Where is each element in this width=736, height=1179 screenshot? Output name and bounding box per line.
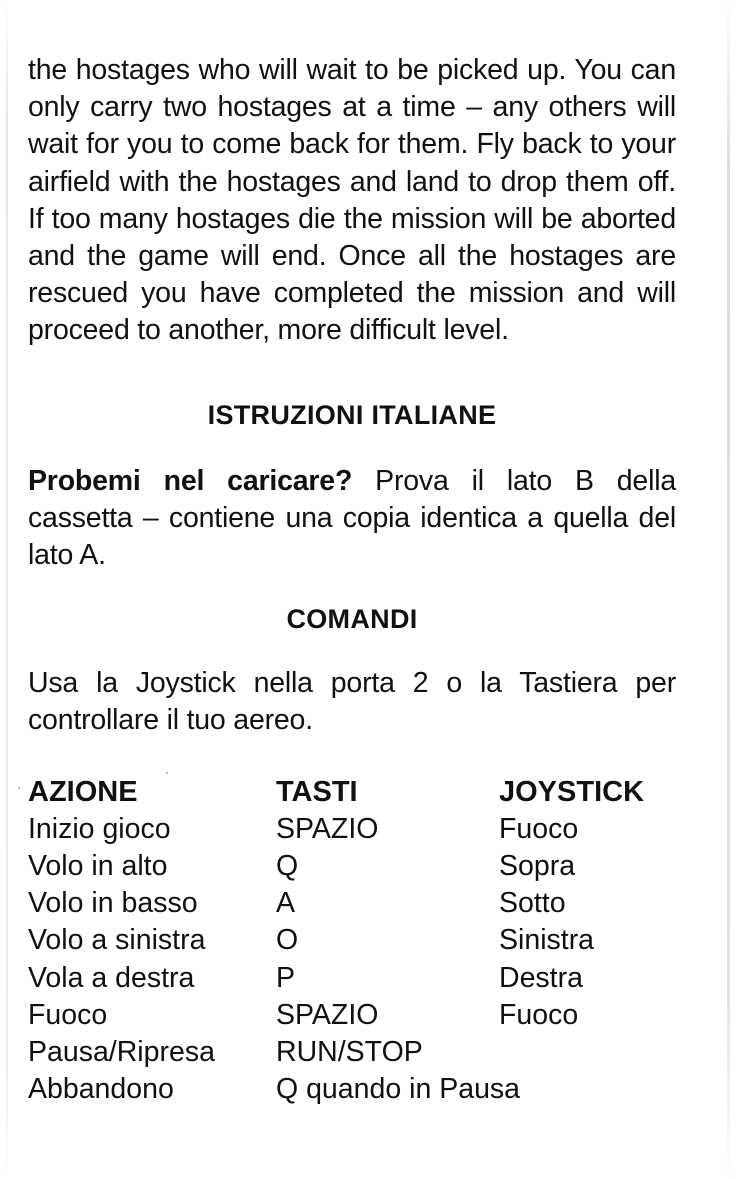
- page-right-edge: [727, 0, 730, 1179]
- joystick-cell: Sopra: [499, 850, 576, 883]
- table-row: [28, 1034, 676, 1071]
- tasti-cell: SPAZIO: [276, 998, 379, 1031]
- page-left-edge: [6, 0, 8, 1179]
- table-row: [28, 997, 676, 1034]
- azione-cell: Pausa/Ripresa: [28, 1035, 215, 1068]
- joystick-cell: Destra: [499, 961, 583, 994]
- table-row: [28, 811, 676, 848]
- table-row: [28, 960, 676, 997]
- controls-intro: Usa la Joystick nella porta 2 o la Tastiera per controllare il tuo aereo.: [28, 667, 676, 737]
- header-joystick: JOYSTICK: [499, 775, 645, 808]
- header-tasti: TASTI: [276, 775, 358, 808]
- table-row: [28, 922, 676, 959]
- azione-cell: Volo a sinistra: [28, 924, 206, 957]
- joystick-cell: [499, 1034, 676, 1071]
- controls-heading: COMANDI: [286, 604, 418, 635]
- loading-question: Probemi nel caricare?: [28, 464, 353, 497]
- azione-cell: Abbandono: [28, 1073, 174, 1106]
- joystick-cell: Fuoco: [499, 812, 579, 845]
- azione-cell: Volo in basso: [28, 887, 198, 920]
- controls-table-header: [28, 774, 676, 811]
- tasti-cell: Q: [276, 850, 299, 883]
- tasti-cell: RUN/STOP: [276, 1035, 423, 1068]
- header-azione: AZIONE: [28, 775, 138, 808]
- tasti-cell: P: [276, 961, 296, 994]
- azione-cell: Vola a destra: [28, 961, 195, 994]
- controls-table: [28, 774, 676, 1109]
- joystick-cell: Sotto: [499, 887, 566, 920]
- joystick-cell: Fuoco: [499, 998, 579, 1031]
- table-row: [28, 1071, 676, 1108]
- tasti-cell: A: [276, 887, 296, 920]
- joystick-cell: Sinistra: [499, 924, 595, 957]
- loading-text: Prova il lato B della cassetta – contiene una copia identica a quella del lato A.: [28, 464, 676, 572]
- tasti-cell: SPAZIO: [276, 812, 379, 845]
- italian-instructions-heading: ISTRUZIONI ITALIANE: [207, 399, 497, 430]
- print-speck: ·: [17, 780, 21, 794]
- manual-page: [28, 52, 676, 1108]
- table-row: [28, 885, 676, 922]
- mission-paragraph: the hostages who will wait to be picked up. You can only carry two hostages at a time – any others will wait for you to come back for them. Fly back to your airfield with the hostages and land to drop them off. If too many hostages die the mission will be aborted and the game will end. Once all the hostages are rescued you have completed the mission and will proceed to another, more difficult level.: [28, 54, 676, 347]
- print-speck: ·: [165, 765, 169, 779]
- azione-cell: Volo in alto: [28, 850, 168, 883]
- table-row: [28, 848, 676, 885]
- tasti-cell: Q quando in Pausa: [276, 1073, 521, 1106]
- azione-cell: Fuoco: [28, 998, 108, 1031]
- loading-paragraph: [28, 463, 676, 575]
- azione-cell: Inizio gioco: [28, 812, 171, 845]
- tasti-cell: O: [276, 924, 299, 957]
